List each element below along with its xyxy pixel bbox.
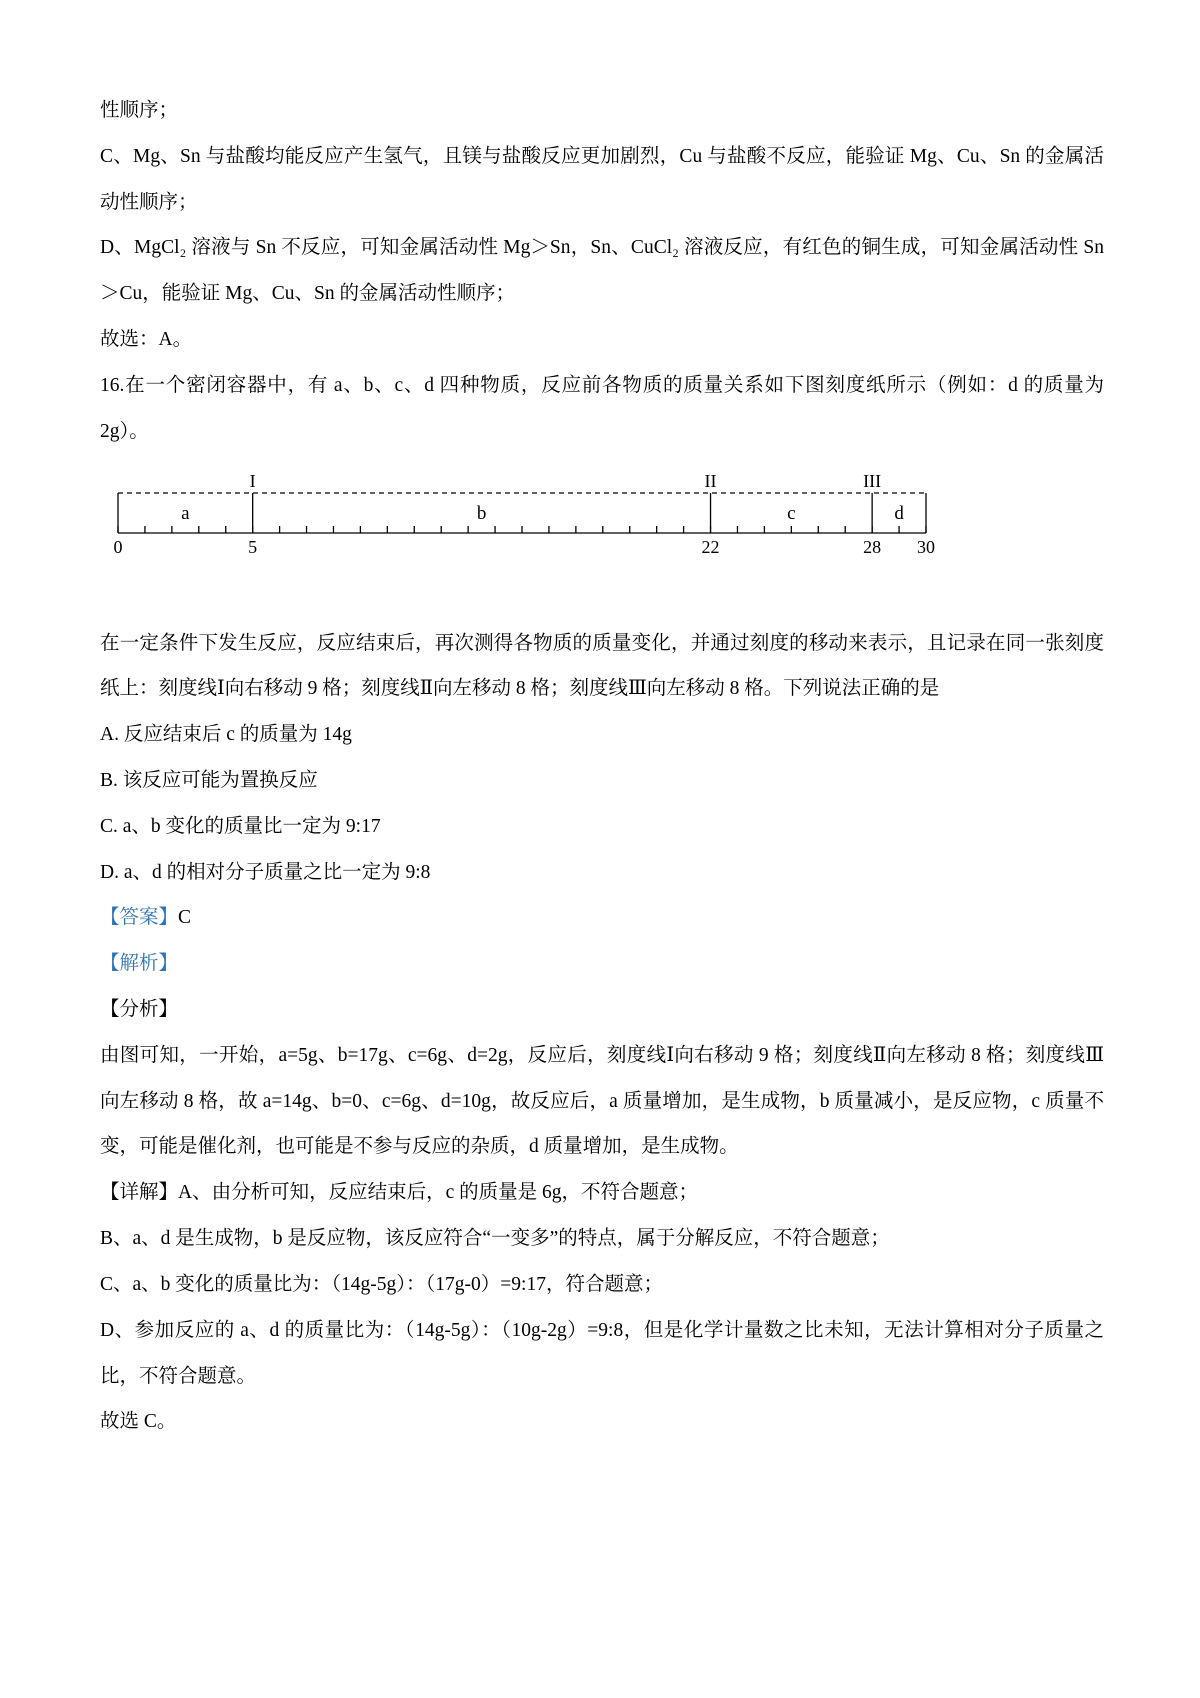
- question-16-body: 在一定条件下发生反应，反应结束后，再次测得各物质的质量变化，并通过刻度的移动来表示，且记录在同一张刻度纸上：刻度线Ⅰ向右移动 9 格；刻度线Ⅱ向左移动 8 格；刻度线Ⅲ向左移动 8 格。下列说法正确的是: [100, 632, 1104, 700]
- svg-text:c: c: [787, 502, 796, 524]
- conclusion: 故选 C。: [100, 1411, 177, 1433]
- prev-option-d: D、MgCl₂ 溶液与 Sn 不反应，可知金属活动性 Mg＞Sn，Sn、CuCl₂ 溶液反应，有红色的铜生成，可知金属活动性 Sn＞Cu，能验证 Mg、Cu、Sn 的金属活动性顺序；: [100, 237, 1104, 305]
- prev-conclusion: 故选：A。: [100, 329, 193, 351]
- mass-scale-diagram: [106, 473, 1104, 563]
- svg-text:0: 0: [113, 536, 123, 557]
- answer-value: C: [178, 907, 192, 929]
- svg-text:III: III: [863, 472, 882, 491]
- svg-text:d: d: [894, 502, 904, 524]
- svg-text:a: a: [181, 502, 190, 524]
- detail-b: B、a、d 是生成物，b 是反应物，该反应符合“一变多”的特点，属于分解反应，不符合题意；: [100, 1228, 890, 1250]
- option-b: B. 该反应可能为置换反应: [100, 769, 318, 791]
- prev-option-c: C、Mg、Sn 与盐酸均能反应产生氢气，且镁与盐酸反应更加剧烈，Cu 与盐酸不反应，能验证 Mg、Cu、Sn 的金属活动性顺序；: [100, 145, 1104, 213]
- jiexi-label: 【解析】: [100, 953, 179, 975]
- detail-a: 【详解】A、由分析可知，反应结束后，c 的质量是 6g，不符合题意；: [100, 1182, 698, 1204]
- option-c: C. a、b 变化的质量比一定为 9:17: [100, 815, 381, 837]
- svg-text:b: b: [476, 502, 487, 524]
- svg-text:28: 28: [863, 536, 882, 557]
- fenxi-label-line: 【分析】: [100, 999, 179, 1020]
- fenxi-text: 由图可知，一开始，a=5g、b=17g、c=6g、d=2g，反应后，刻度线Ⅰ向右移动 9 格；刻度线Ⅱ向左移动 8 格；刻度线Ⅲ向左移动 8 格，故 a=14g、b=0、c=6g、d=10g，故反应后，a 质量增加，是生成物，b 质量减小，是反应物，c 质量不变，可能是催化剂，也可能是不参与反应的杂质，d 质量增加，是生成物。: [100, 1044, 1104, 1158]
- option-d: D. a、d 的相对分子质量之比一定为 9:8: [100, 861, 431, 883]
- svg-text:5: 5: [248, 536, 258, 557]
- answer-label: 【答案】: [100, 907, 179, 929]
- svg-text:II: II: [704, 472, 717, 491]
- option-a: A. 反应结束后 c 的质量为 14g: [100, 724, 352, 746]
- prev-answer-tail: 性顺序；: [100, 100, 179, 121]
- answer-line: [100, 895, 1104, 941]
- svg-text:30: 30: [917, 536, 935, 557]
- svg-text:I: I: [249, 472, 256, 491]
- detail-d: D、参加反应的 a、d 的质量比为：（14g-5g）：（10g-2g）=9:8，但是化学计量数之比未知，无法计算相对分子质量之比，不符合题意。: [100, 1319, 1104, 1387]
- ruler-figure: [106, 473, 946, 563]
- jiexi-line: [100, 941, 1104, 987]
- question-16-stem: 16.在一个密闭容器中，有 a、b、c、d 四种物质，反应前各物质的质量关系如下图刻度纸所示（例如：d 的质量为 2g）。: [100, 374, 1104, 442]
- svg-text:22: 22: [701, 536, 720, 557]
- detail-c: C、a、b 变化的质量比为：（14g-5g）：（17g-0）=9:17，符合题意；: [100, 1273, 663, 1295]
